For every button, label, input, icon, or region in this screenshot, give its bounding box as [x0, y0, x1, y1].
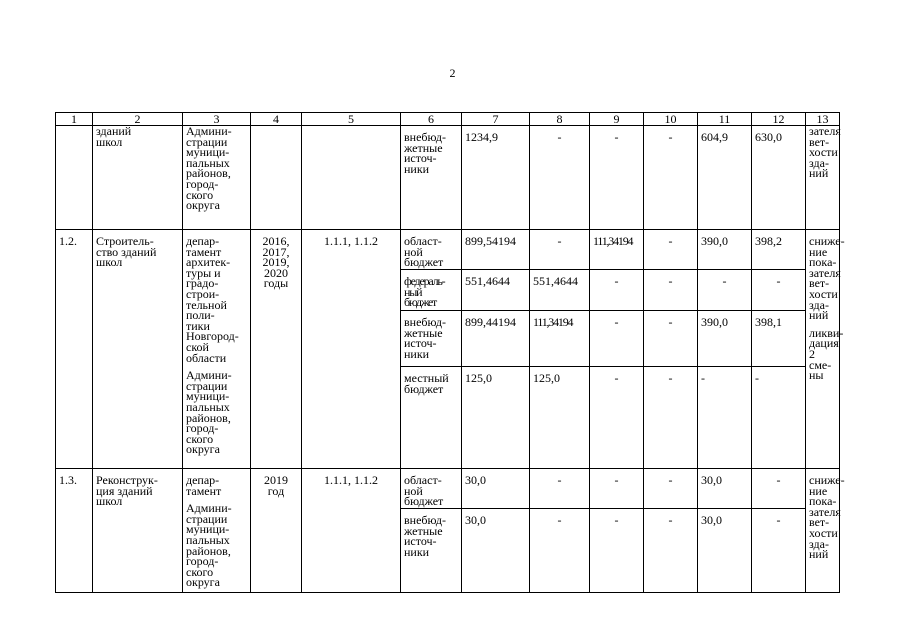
cell-value: 551,4644: [462, 270, 530, 311]
cell-value: -: [590, 469, 644, 509]
cell-number: [56, 126, 93, 230]
header-cell: 3: [183, 113, 251, 126]
cell-value: -: [590, 367, 644, 469]
cell-activity-name: зданий школ: [93, 126, 183, 230]
header-cell: 1: [56, 113, 93, 126]
cell-value: -: [590, 311, 644, 367]
header-cell: 12: [752, 113, 806, 126]
cell-value: 398,1: [752, 311, 806, 367]
cell-funding-source: внебюд- жетные источ- ники: [401, 311, 462, 367]
financing-table: [55, 112, 845, 593]
cell-value: 125,0: [462, 367, 530, 469]
cell-years: 2016, 2017, 2019, 2020 годы: [251, 230, 302, 469]
cell-value: -: [644, 509, 698, 593]
cell-funding-source: внебюд- жетные источ- ники: [401, 509, 462, 593]
cell-value: 111,34194: [530, 311, 590, 367]
cell-funding-source: област- ной бюджет: [401, 230, 462, 270]
header-cell: 13: [806, 113, 840, 126]
cell-value: -: [644, 270, 698, 311]
table-row: [56, 230, 840, 270]
header-cell: 5: [302, 113, 401, 126]
cell-value: 899,44194: [462, 311, 530, 367]
cell-value: 398,2: [752, 230, 806, 270]
cell-value: -: [698, 270, 752, 311]
cell-target-links: 1.1.1, 1.1.2: [302, 469, 401, 593]
cell-number: 1.3.: [56, 469, 93, 593]
cell-value: 30,0: [698, 469, 752, 509]
cell-value: -: [752, 469, 806, 509]
cell-funding-source: местный бюджет: [401, 367, 462, 469]
cell-value: -: [590, 270, 644, 311]
cell-value: 390,0: [698, 230, 752, 270]
header-cell: 11: [698, 113, 752, 126]
cell-value: -: [530, 126, 590, 230]
executor-administrations: Админи- страции муници- пальных районов, город- ского округа: [186, 368, 232, 457]
cell-executor: Админи- страции муници- пальных районов, город- ского округа: [183, 126, 251, 230]
cell-value: 899,54194: [462, 230, 530, 270]
executor-department: депар- тамент архитек- туры и градо- строи- тельной поли- тики Новгород- ской области: [186, 234, 239, 365]
cell-value: 30,0: [698, 509, 752, 593]
cell-value: -: [752, 367, 806, 469]
cell-value: -: [530, 469, 590, 509]
header-cell: 2: [93, 113, 183, 126]
executor-administrations: Админи- страции муници- пальных районов, город- ского округа: [186, 501, 232, 590]
cell-value: -: [644, 126, 698, 230]
cell-value: -: [644, 367, 698, 469]
cell-value: 30,0: [462, 469, 530, 509]
table-row: [56, 126, 840, 230]
cell-value: -: [644, 469, 698, 509]
cell-value: -: [530, 509, 590, 593]
cell-executor: [183, 230, 251, 469]
cell-value: 30,0: [462, 509, 530, 593]
cell-result: зателя вет- хости зда- ний: [806, 126, 840, 230]
header-cell: 9: [590, 113, 644, 126]
cell-value: -: [698, 367, 752, 469]
cell-value: -: [644, 230, 698, 270]
header-cell: 6: [401, 113, 462, 126]
page-number: 2: [449, 66, 456, 80]
cell-value: -: [530, 230, 590, 270]
header-cell: 8: [530, 113, 590, 126]
header-cell: 4: [251, 113, 302, 126]
cell-target-links: 1.1.1, 1.1.2: [302, 230, 401, 469]
cell-activity-name: Строитель- ство зданий школ: [93, 230, 183, 469]
cell-value: -: [752, 270, 806, 311]
executor-department: депар- тамент: [186, 473, 222, 498]
cell-funding-source: област- ной бюджет: [401, 469, 462, 509]
cell-executor: [183, 469, 251, 593]
cell-value: 630,0: [752, 126, 806, 230]
cell-value: 390,0: [698, 311, 752, 367]
cell-number: 1.2.: [56, 230, 93, 469]
cell-value: 1234,9: [462, 126, 530, 230]
cell-years: [251, 126, 302, 230]
cell-funding-source: федераль- ный бюджет: [401, 270, 462, 311]
cell-value: -: [644, 311, 698, 367]
cell-value: 125,0: [530, 367, 590, 469]
cell-target-links: [302, 126, 401, 230]
cell-value: 604,9: [698, 126, 752, 230]
cell-value: 111,34194: [590, 230, 644, 270]
cell-value: -: [590, 126, 644, 230]
table-row: [56, 469, 840, 509]
cell-result: сниже- ние пока- зателя вет- хости зда- ний: [806, 469, 840, 593]
cell-value: -: [752, 509, 806, 593]
header-cell: 10: [644, 113, 698, 126]
cell-value: 551,4644: [530, 270, 590, 311]
result-liquidation: ликви- дация 2 сме- ны: [809, 325, 844, 383]
cell-funding-source: внебюд- жетные источ- ники: [401, 126, 462, 230]
cell-activity-name: Реконструк- ция зданий школ: [93, 469, 183, 593]
cell-years: 2019 год: [251, 469, 302, 593]
cell-result: [806, 230, 845, 469]
cell-value: -: [590, 509, 644, 593]
header-cell: 7: [462, 113, 530, 126]
result-reduction: сниже- ние пока- зателя вет- хости зда- ний: [809, 234, 845, 323]
column-number-row: [56, 113, 840, 126]
